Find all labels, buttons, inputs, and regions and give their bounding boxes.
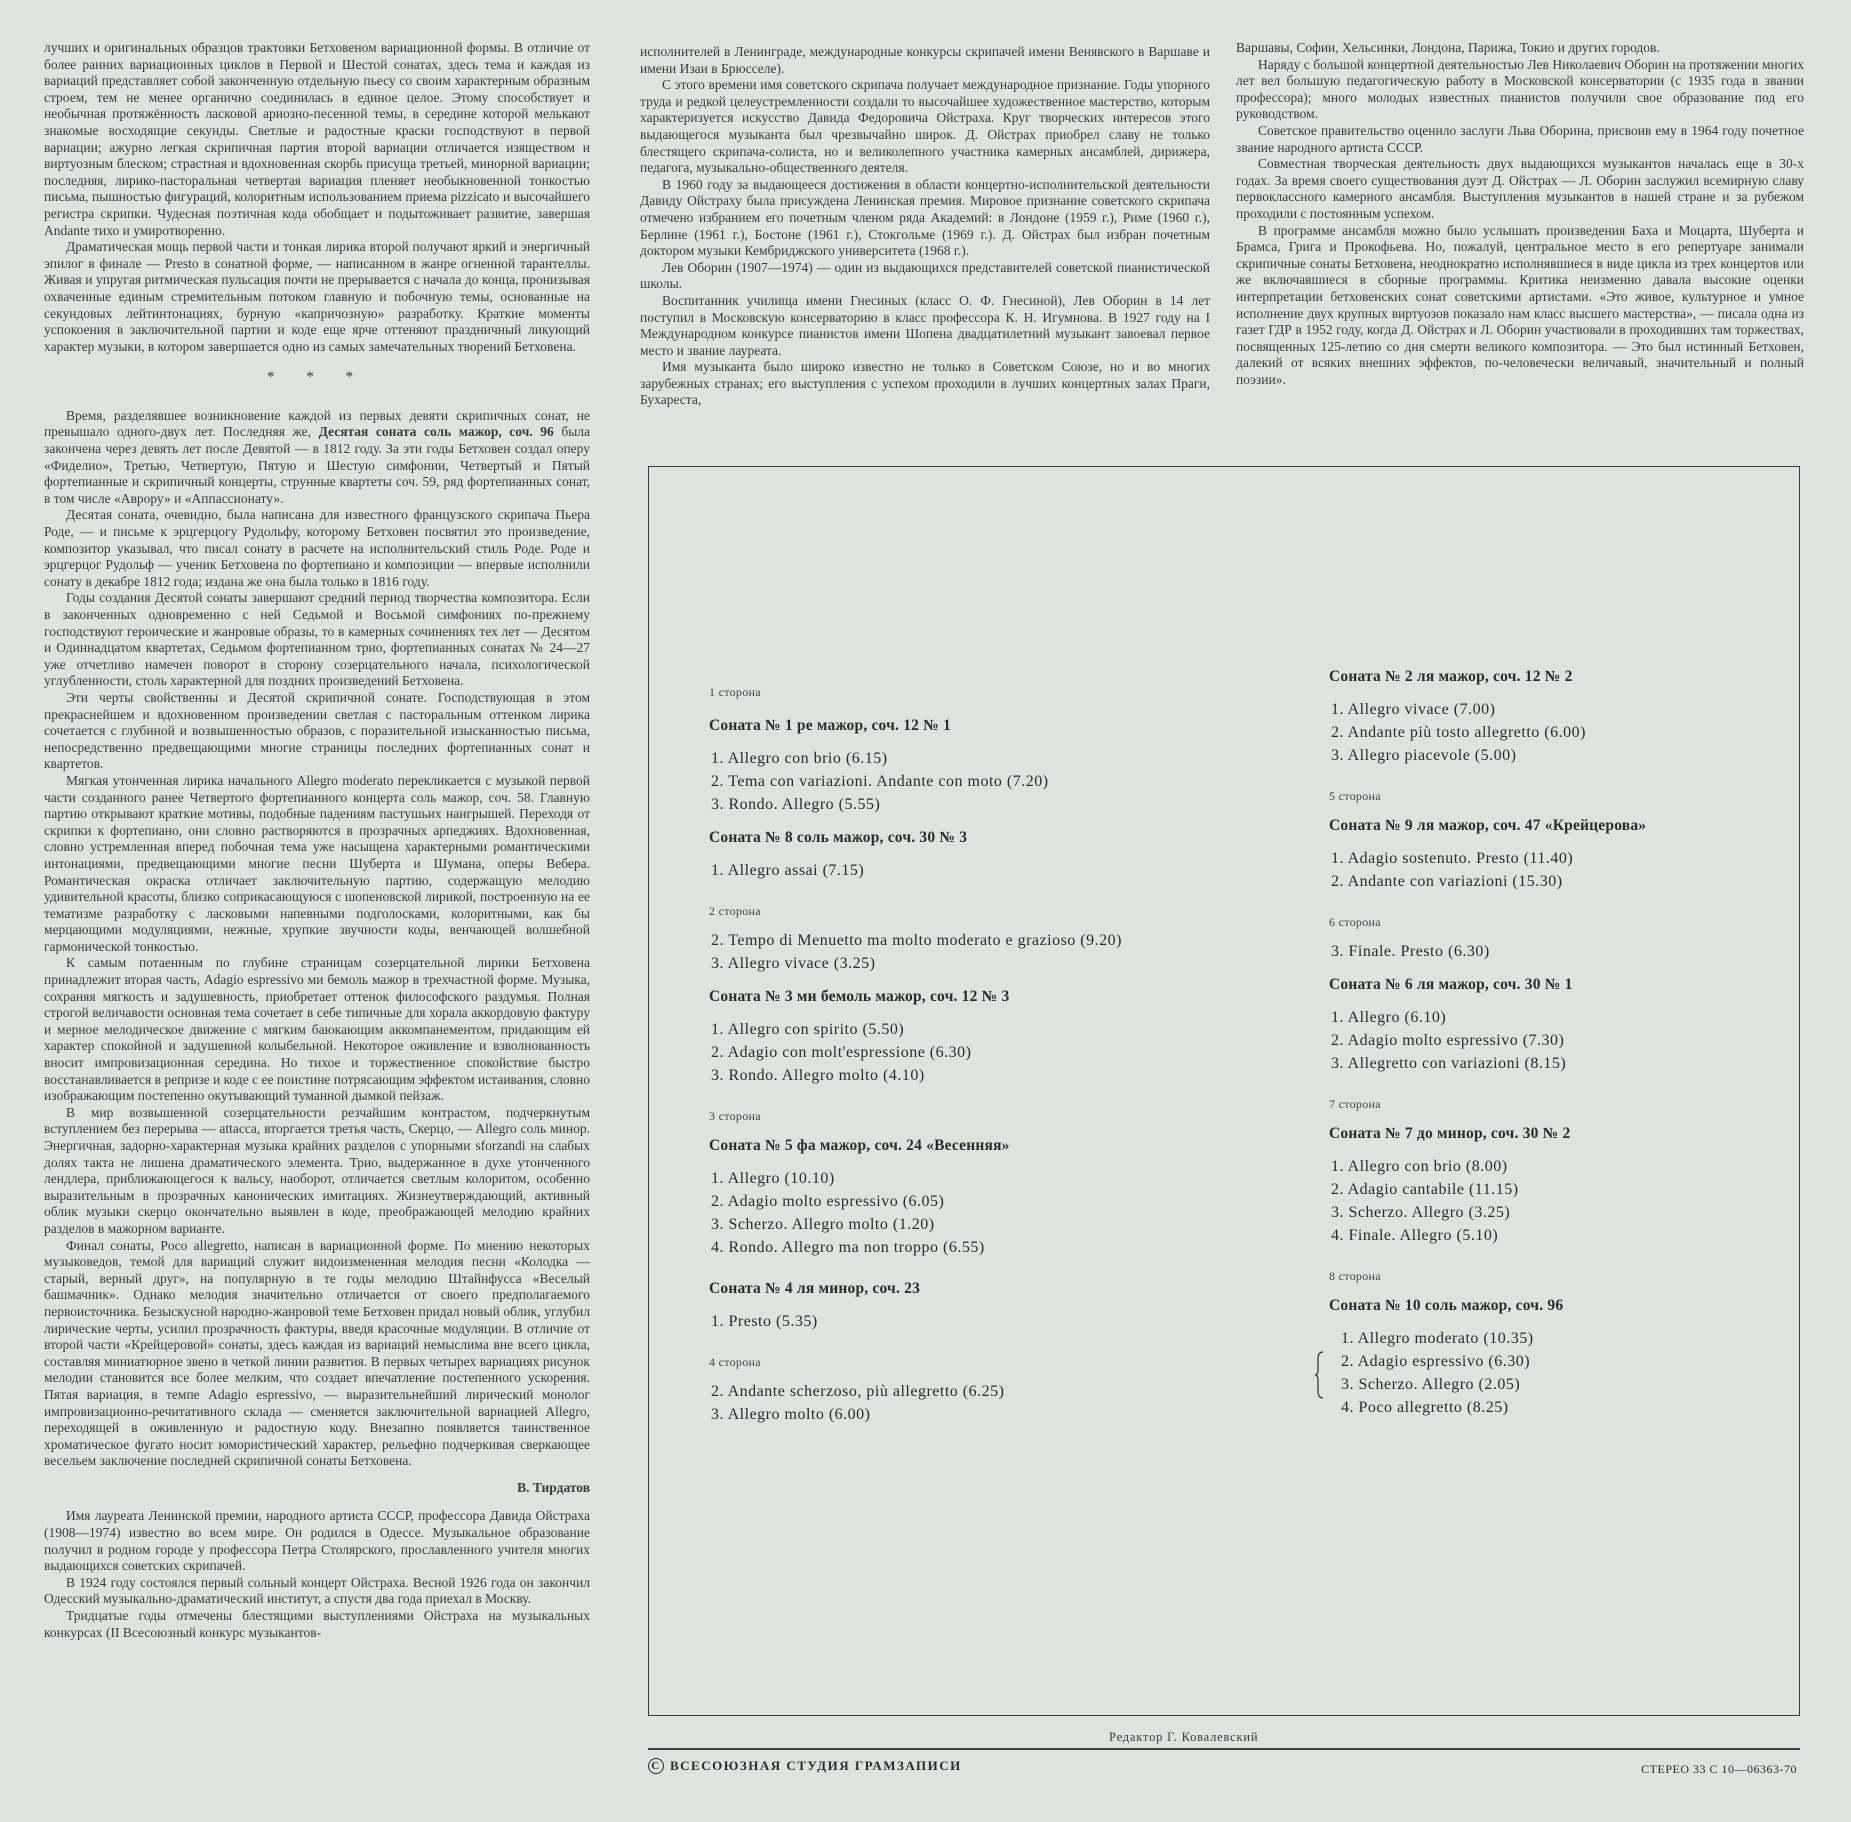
paragraph: В 1924 году состоялся первый сольный концерт Ойстраха. Весной 1926 года он закончил Одесский музыкально-драматический институт, а спустя два года приехал в Москву. (44, 1574, 590, 1607)
movement: 1. Presto (5.35) (711, 1313, 818, 1330)
sonata-title: Соната № 7 до минор, соч. 30 № 2 (1329, 1125, 1571, 1142)
movement: 1. Allegro (6.10) (1331, 1009, 1447, 1026)
sonata-title: Соната № 8 соль мажор, соч. 30 № 3 (709, 829, 968, 846)
bold-title: Десятая соната соль мажор, соч. 96 (318, 424, 554, 440)
sonata-title: Соната № 6 ля мажор, соч. 30 № 1 (1329, 976, 1573, 993)
author-signature: В. Тирдатов (517, 1479, 590, 1495)
paragraph (44, 408, 590, 508)
paragraph: Воспитанник училища имени Гнесиных (класс О. Ф. Гнесиной), Лев Оборин в 14 лет поступил в Московскую консерваторию в класс профессора К. Н. Игумнова. В 1927 году на I Международном конкурсе пианистов имени Шопена двадцатилетний музыкант завоевал первое место и звание лауреата. (640, 292, 1210, 358)
sonata-title: Соната № 10 соль мажор, соч. 96 (1329, 1297, 1564, 1314)
side-label: 7 сторона (1329, 1097, 1381, 1111)
movement: 3. Scherzo. Allegro molto (1.20) (711, 1216, 935, 1233)
paragraph: В 1960 году за выдающееся достижения в области концертно-исполнительской деятельности Давиду Ойстраху была присуждена Ленинская премия. Мировое признание советского скрипача отмечено избранием его почетным членом ряда Академий: в Лондоне (1959 г.), Риме (1960 г.), Берлине (1961 г.), Бостоне (1961 г.), Стокгольме (1969 г.). Д. Ойстрах был избран почетным доктором музыки Кембриджского университета (1968 г.). (640, 176, 1210, 259)
paragraph: Тридцатые годы отмечены блестящими выступлениями Ойстраха на музыкальных конкурсах (II Всесоюзный конкурс музыкантов- (44, 1608, 590, 1640)
tracklist-right (1329, 665, 1769, 1419)
section-divider: * * * (267, 369, 367, 386)
movement: 1. Allegro con brio (8.00) (1331, 1158, 1508, 1175)
paragraph: В мир возвышенной созерцательности резчайшим контрастом, подчеркнутым вступлением без перерыва — attacca, вторгается третья часть, Скерцо, — Allegro соль минор. Энергичная, задорно-характерная музыка крайних разделов с упорными sforzandi на слабых долях такта не лишена драматического элемента. Трио, выдержанное в духе утонченного лендлера, приближающегося к вальсу, наоборот, отличается светлым колоритом, особенно выразительным в прозрачных канонических имитациях. Жизнеутверждающий, активный облик музыки скерцо окончательно выявлен в коде, преображающей мелодию крайних разделов в мажорном варианте. (44, 1104, 590, 1236)
liner-notes-column-2 (640, 44, 1210, 409)
paragraph: Имя музыканта было широко известно не только в Советском Союзе, но и во многих зарубежных странах; его выступления с успехом проходили в лучших концертных залах Праги, Бухареста, (640, 359, 1210, 408)
movement: 2. Tempo di Menuetto ma molto moderato e grazioso (9.20) (711, 932, 1122, 949)
footer-divider (648, 1748, 1800, 1750)
paragraph: Годы создания Десятой сонаты завершают средний период творчества композитора. Если в законченных одновременно с ней Седьмой и Восьмой симфониях по-прежнему господствуют героические и жанровые образы, то в камерных сочинениях тех лет — Десятом и Одиннадцатом квартетах, Седьмом фортепианном трио, фортепианных сонатах № 24—27 уже отчетливо намечен поворот в сторону созерцательного начала, психологической углубленности, столь характерной для поздних произведений Бетховена. (44, 590, 590, 689)
paragraph: Имя лауреата Ленинской премии, народного артиста СССР, профессора Давида Ойстраха (1908—1974) известно во всем мире. Он родился в Одессе. Музыкальное образование получил в родном городе у профессора Петра Столярского, прославленного учителя многих выдающихся советских скрипачей. (44, 1508, 590, 1574)
sonata-title: Соната № 1 ре мажор, соч. 12 № 1 (709, 717, 951, 734)
paragraph: Драматическая мощь первой части и тонкая лирика второй получают яркий и энергичный эпилог в финале — Presto в сонатной форме, — написанном в жанре огненной тарантеллы. Живая и упругая ритмическая пульсация почти не прерывается с начала до конца, пронизывая охваченные единым стремительным потоком главную и побочную темы, основанные на секундовых лейтинтонациях, бурную «капричозную» разработку. Краткие моменты успокоения в заключительной партии и коде еще ярче оттеняют праздничный ликующий характер музыки, в котором завершается одно из самых замечательных творений Бетховена. (44, 239, 590, 354)
movement: 1. Allegro con brio (6.15) (711, 750, 888, 767)
tracklist-left (709, 681, 1229, 1426)
side-label: 3 сторона (709, 1109, 761, 1123)
sonata-title: Соната № 3 ми бемоль мажор, соч. 12 № 3 (709, 988, 1010, 1005)
movement: 3. Rondo. Allegro molto (4.10) (711, 1067, 925, 1084)
movement: 1. Allegro moderato (10.35) (1341, 1330, 1534, 1347)
sonata-title: Соната № 4 ля минор, соч. 23 (709, 1280, 921, 1297)
movement: 4. Finale. Allegro (5.10) (1331, 1227, 1499, 1244)
text-run: Время, разделявшее возникновение каждой из первых девяти скрипичных сонат, не превышало одного-двух лет. Последняя же, (44, 407, 590, 440)
paragraph: Варшавы, Софии, Хельсинки, Лондона, Парижа, Токио и других городов. (1236, 40, 1660, 55)
text-run: была закончена через девять лет после Девятой — в 1812 году. За эти годы Бетховен создал оперу «Фиделио», Третью, Четвертую, Пятую и Шестую симфонии, Четвертый и Пятый фортепианные и скрипичный концерты, струнные квартеты соч. 59, ряд фортепианных сонат, в том числе «Аврору» и «Аппассионату». (44, 424, 591, 506)
movement: 3. Allegretto con variazioni (8.15) (1331, 1055, 1567, 1072)
side-label: 1 сторона (709, 685, 761, 699)
side-label: 5 сторона (1329, 789, 1381, 803)
paragraph: Советское правительство оценило заслуги Льва Оборина, присвоив ему в 1964 году почетное звание народного артиста СССР. (1236, 122, 1804, 155)
paragraph: Совместная творческая деятельность двух выдающихся музыкантов началась еще в 30-х годах. За время своего существования дуэт Д. Ойстрах — Л. Оборин заслужил всемирную славу первоклассного камерного ансамбля. Выступления музыкантов в нашей стране и за рубежом проходили с постоянным успехом. (1236, 156, 1804, 221)
movement: 1. Allegro vivace (7.00) (1331, 701, 1496, 718)
movement: 3. Finale. Presto (6.30) (1331, 943, 1490, 960)
movement: 1. Allegro assai (7.15) (711, 862, 865, 879)
copyright-icon: C (648, 1758, 664, 1774)
movement-group (1329, 1327, 1769, 1419)
paragraph: Финал сонаты, Poco allegretto, написан в вариационной форме. По мнению некоторых музыковедов, темой для вариаций служит видоизмененная мелодия песни «Колодка — старый, верный друг», на популярную в те годы мелодию Штайнфусса «Веселый башмачник». Однако мелодия значительно отличается от своего предполагаемого первоисточника. Безыскусной народно-жанровой теме Бетховен придал новый облик, углубил лирические черты, усилил прозрачность фактуры, введя красочные модуляции. В отличие от второй части «Крейцеровой» сонаты, здесь каждая из вариаций немыслима вне всего цикла, составляя миниатюрное звено в четкой линии развития. В первых четырех вариациях рисунок мелодии становится все более мелким, что создает впечатление постепенного ускорения. Пятая вариация, в темпе Adagio espressivo, — выразительнейший лирический монолог импровизационно-речитативного склада — сменяется заключительной вариацией Allegro, переходящей в оживленную и радостную коду. Внезапно появляется таинственное хроматическое фугато носит юмористический характер, рельефно подчеркивая сверкающее весельем заключение последней скрипичной сонаты Бетховена. (44, 1237, 590, 1469)
movement: 1. Allegro con spirito (5.50) (711, 1021, 905, 1038)
movement: 1. Allegro (10.10) (711, 1170, 835, 1187)
movement: 4. Rondo. Allegro ma non troppo (6.55) (711, 1239, 985, 1256)
movement: 2. Adagio molto espressivo (6.05) (711, 1193, 945, 1210)
movement: 3. Scherzo. Allegro (2.05) (1341, 1376, 1521, 1393)
movement: 2. Adagio cantabile (11.15) (1331, 1181, 1519, 1198)
movement: 2. Andante più tosto allegretto (6.00) (1331, 724, 1586, 741)
paragraph: исполнителей в Ленинграде, международные конкурсы скрипачей имени Венявского в Варшаве и имени Изаи в Брюсселе). (640, 44, 1210, 76)
liner-notes-column-3 (1236, 40, 1804, 388)
paragraph: Эти черты свойственны и Десятой скрипичной сонате. Господствующая в этом прекраснейшем и вдохновенном произведении светлая с пасторальным оттенком лирика сочетается с глубиной и возвышенностью образов, с поразительной изысканностью письма, непосредственно предвещающими многие страницы последних фортепианных сонат и квартетов. (44, 689, 590, 772)
side-label: 8 сторона (1329, 1269, 1381, 1283)
movement: 4. Poco allegretto (8.25) (1341, 1399, 1509, 1416)
paragraph: Лев Оборин (1907—1974) — один из выдающихся представителей советской пианистической школы. (640, 259, 1210, 292)
paragraph: В программе ансамбля можно было услышать произведения Баха и Моцарта, Шуберта и Брамса, Грига и Прокофьева. Но, пожалуй, центральное место в его репертуаре занимали скрипичные сонаты Бетховена, неоднократно исполнявшиеся в виде цикла из трех концертов или же включавшиеся в сборные программы. Критика неизменно давала высокие оценки интерпретации бетховенских сонат советскими артистами. «Это живое, культурное и умное исполнение двух крупных виртуозов показало нам класс высшего мастерства», — писала одна из газет ГДР в 1952 году, когда Д. Ойстрах и Л. Оборин участвовали в проходивших там торжествах, посвященных 125-летию со дня смерти великого композитора. — Это был истинный Бетховен, далекий от всяких внешних эффектов, по-человечески величавый, значительный и полный поэзии». (1236, 222, 1804, 387)
movement: 3. Scherzo. Allegro (3.25) (1331, 1204, 1511, 1221)
movement: 3. Allegro piacevole (5.00) (1331, 747, 1517, 764)
movement: 1. Adagio sostenuto. Presto (11.40) (1331, 850, 1574, 867)
movement: 3. Rondo. Allegro (5.55) (711, 796, 881, 813)
side-label: 2 сторона (709, 904, 761, 918)
paragraph: К самым потаенным по глубине страницам созерцательной лирики Бетховена принадлежит вторая часть, Adagio espressivo ми бемоль мажор в трехчастной форме. Музыка, сохраняя мягкость и задушевность, приобретает оттенок философского раздумья. Полная строгой величавости основная тема сочетает в себе типичные для хорала аккордовую фактуру и мерное мелодическое движение с мягким баюкающим аккомпанементом, придающим ей характер спокойной и задушевной колыбельной. Некоторое оживление и взволнованность вносит импровизационная середина. Но тихое и торжественное спокойствие быстро восстанавливается в репризе и коде с ее поистине потрясающим эффектом истаивания, словно изображающим постепенно окутывающий туманной дымкой пейзаж. (44, 955, 590, 1104)
side-label: 6 сторона (1329, 915, 1381, 929)
sonata-title: Соната № 2 ля мажор, соч. 12 № 2 (1329, 668, 1573, 685)
label-studio (648, 1758, 962, 1774)
sonata-title: Соната № 9 ля мажор, соч. 47 «Крейцерова» (1329, 817, 1647, 834)
movement: 3. Allegro molto (6.00) (711, 1406, 871, 1423)
paragraph: Десятая соната, очевидно, была написана для известного французского скрипача Пьера Роде, — и письме к эрцгерцогу Рудольфу, которому Бетховен посвятил это произведение, композитор указывал, что писал сонату в расчете на исполнительский стиль Роде. Роде и эрцгерцог Рудольф — ученик Бетховена по фортепиано и композиции — впервые исполнили сонату в декабре 1812 года; издана же она была только в 1816 году. (44, 507, 590, 589)
editor-credit: Редактор Г. Ковалевский (1109, 1730, 1259, 1744)
movement: 2. Adagio con molt'espressione (6.30) (711, 1044, 972, 1061)
movement: 2. Adagio espressivo (6.30) (1341, 1353, 1531, 1370)
paragraph: Мягкая утонченная лирика начального Allegro moderato перекликается с музыкой первой части созданного ранее Четвертого фортепианного концерта соль мажор, соч. 58. Главную партию открывают краткие мотивы, подобные падениям пастушьих наигрышей. Переходя от скрипки к фортепиано, они словно растворяются в прозрачных арпеджиях. Вдохновенная, словно устремленная вперед побочная тема уже насыщена характерными романтическими интонациями, предвещающими многие песни Шуберта и Шумана, оперы Вебера. Романтическая окраска отличает заключительную партию, содержащую мелодию удивительной красоты, близко соприкасающуюся с шопеновской лирикой, построенную на ее тематизме разработку с ласковыми напевными подголосками, колоритными, как бы мерцающими модуляциями, нежные, хрупкие звучности коды, венчающей волшебной гармонической тонкостью. (44, 772, 590, 954)
movement: 3. Allegro vivace (3.25) (711, 955, 876, 972)
movement: 2. Andante con variazioni (15.30) (1331, 873, 1563, 890)
paragraph: Наряду с большой концертной деятельностью Лев Николаевич Оборин на протяжении многих лет вел большую педагогическую работу в Московской консерватории (с 1935 года в звании профессора); много молодых известных пианистов получили свое образование под его руководством. (1236, 56, 1804, 122)
tracklist-box (648, 466, 1800, 1716)
studio-name: ВСЕСОЮЗНАЯ СТУДИЯ ГРАМЗАПИСИ (670, 1758, 962, 1773)
side-label: 4 сторона (709, 1355, 761, 1369)
movement: 2. Adagio molto espressivo (7.30) (1331, 1032, 1565, 1049)
paragraph: С этого времени имя советского скрипача получает международное признание. Годы упорного труда и редкой целеустремленности создали то высочайшее художественное мастерство, которым характеризуется искусство Давида Федоровича Ойстраха. Круг творческих интересов этого выдающегося музыканта был чрезвычайно широк. Д. Ойстрах приобрел славу не только блестящего скрипача-солиста, но и великолепного участника камерных ансамблей, дирижера, педагога, музыкально-общественного деятеля. (640, 77, 1210, 176)
movement: 2. Andante scherzoso, più allegretto (6.25) (711, 1383, 1005, 1400)
liner-notes-column-1 (44, 40, 590, 1641)
sonata-title: Соната № 5 фа мажор, соч. 24 «Весенняя» (709, 1137, 1010, 1154)
paragraph: лучших и оригинальных образцов трактовки Бетховеном вариационной формы. В отличие от более ранних вариационных циклов в Первой и Шестой сонатах, здесь тема и каждая из вариаций представляет собой законченную отдельную пьесу со своим характерным образным строем, тем не менее органично соединилась в единое целое. Этому способствует и необычная протяжённость ласковой ариозно-песенной темы, в середине которой мелькают знакомые восходящие секунды. Светлые и радостные краски господствуют в первой вариации; ажурно легкая скрипичная партия второй вариации отличается изяществом и виртуозным блеском; страстная и вдохновенная скорбь присуща третьей, минорной вариации; последняя, лирико-пасторальная четвертая вариация пленяет необыкновенной тонкостью письма, пышностью фигураций, колоритным использованием приема pizzicato и высочайшего регистра скрипки. Чудесная поэтичная кода обобщает и подытоживает развитие, завершая Andante тихо и умиротворенно. (44, 40, 590, 238)
catalog-number: СТЕРЕО 33 С 10—06363-70 (1641, 1762, 1797, 1776)
brace-mark (1315, 1351, 1325, 1399)
movement: 2. Tema con variazioni. Andante con moto (7.20) (711, 773, 1049, 790)
